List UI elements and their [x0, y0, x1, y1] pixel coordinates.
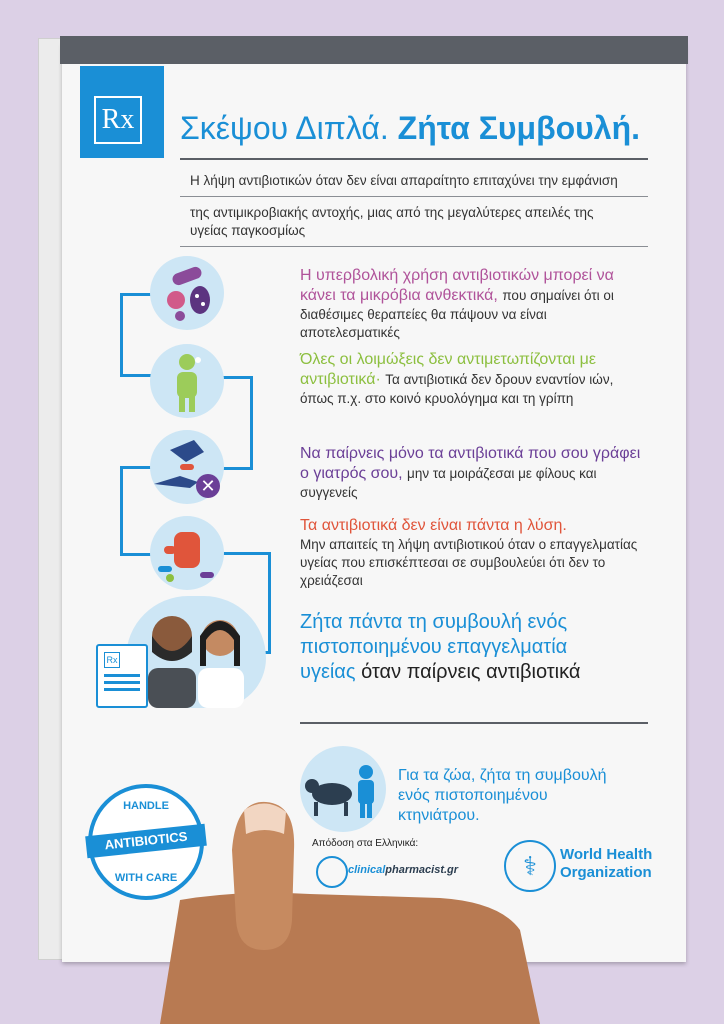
item-overuse	[300, 266, 650, 342]
item-overuse-heading: Η υπερβολική χρήση αντιβιοτικών μπορεί να κάνει τα μικρόβια ανθεκτικά,	[300, 267, 614, 304]
clipboard-rx-label: Rx	[104, 652, 120, 668]
paper-edge	[38, 40, 61, 958]
badge-middle-text: ANTIBIOTICS	[85, 824, 207, 858]
item-not-solution-heading: Τα αντιβιοτικά δεν είναι πάντα η λύση.	[300, 517, 567, 534]
title-divider	[180, 158, 648, 160]
item-infections-body: Τα αντιβιοτικά δεν δρουν εναντίον ιών, όπως π.χ. στο κοινό κρυολόγημα και τη γρίπη	[300, 372, 614, 406]
final-line1: Ζήτα πάντα τη συμβουλή ενός	[300, 611, 568, 633]
final-line3a: υγείας	[300, 661, 356, 683]
no-sharing-x-icon: ✕	[196, 474, 220, 498]
animals-line2: ενός πιστοποιημένου	[398, 787, 548, 804]
microbes-icon	[150, 256, 224, 330]
item-prescribed	[300, 444, 650, 502]
rx-icon	[94, 96, 142, 144]
sick-person-circle	[150, 344, 224, 418]
item-infections	[300, 350, 650, 408]
final-divider	[300, 722, 648, 724]
intro-line3: υγείας παγκοσμίως	[190, 223, 306, 238]
item-prescribed-heading: Να παίρνεις μόνο τα αντιβιοτικά που σου γράφει ο γιατρός σου,	[300, 445, 641, 482]
credit-site-a: clinical	[348, 864, 386, 876]
title-part2: Ζήτα Συμβουλή.	[397, 110, 641, 146]
who-line1: World Health	[560, 846, 653, 863]
hand-holding-paper	[140, 790, 560, 1024]
intro-line2: της αντιμικροβιακής αντοχής, μιας από της μεγαλύτερες απειλές της	[190, 205, 594, 220]
item-not-solution-body: Μην απαιτείς τη λήψη αντιβιοτικού όταν ο επαγγελματίας υγείας που επισκέπτεσαι σε συμβουλεύει ότι δεν το χρειάζεσαι	[300, 537, 638, 588]
animals-line3: κτηνιάτρου.	[398, 807, 480, 824]
intro-bottom-divider	[180, 246, 648, 247]
microbes-circle	[150, 256, 224, 330]
final-advice	[300, 610, 660, 685]
page-title	[180, 110, 640, 147]
rx-label: Rx	[101, 104, 135, 135]
item-not-solution	[300, 516, 650, 590]
who-line2: Organization	[560, 864, 652, 881]
item-overuse-body: που σημαίνει ότι οι διαθέσιμες θεραπείες θα πάψουν να είναι αποτελεσματικές	[300, 288, 614, 340]
title-part1: Σκέψου Διπλά.	[180, 110, 389, 146]
item-infections-heading: Όλες οι λοιμώξεις δεν αντιμετωπίζονται με αντιβιοτικά·	[300, 351, 596, 388]
final-line3b: όταν παίρνεις αντιβιοτικά	[361, 661, 581, 683]
final-line2: πιστοποιημένου επαγγελματία	[300, 636, 568, 658]
who-emblem-icon: ⚕	[504, 840, 556, 892]
credit-label: Απόδοση στα Ελληνικά:	[312, 838, 419, 849]
badge-bottom-text: WITH CARE	[114, 872, 178, 884]
sick-person-icon	[150, 344, 224, 418]
stop-hand-icon	[150, 516, 224, 590]
intro-line1: Η λήψη αντιβιοτικών όταν δεν είναι απαραίτητο επιταχύνει την εμφάνιση	[190, 173, 618, 188]
clipboard-icon	[96, 644, 148, 708]
intro-divider	[180, 196, 648, 197]
stop-hand-circle	[150, 516, 224, 590]
badge-top-text: HANDLE	[123, 800, 169, 812]
paper-top-binding	[60, 36, 688, 64]
item-prescribed-body: μην τα μοιράζεσαι με φίλους και συγγενείς	[300, 466, 597, 500]
credit-site-b: pharmacist.gr	[385, 864, 459, 876]
who-name	[560, 846, 652, 882]
animals-line1: Για τα ζώα, ζήτα τη συμβουλή	[398, 767, 607, 784]
